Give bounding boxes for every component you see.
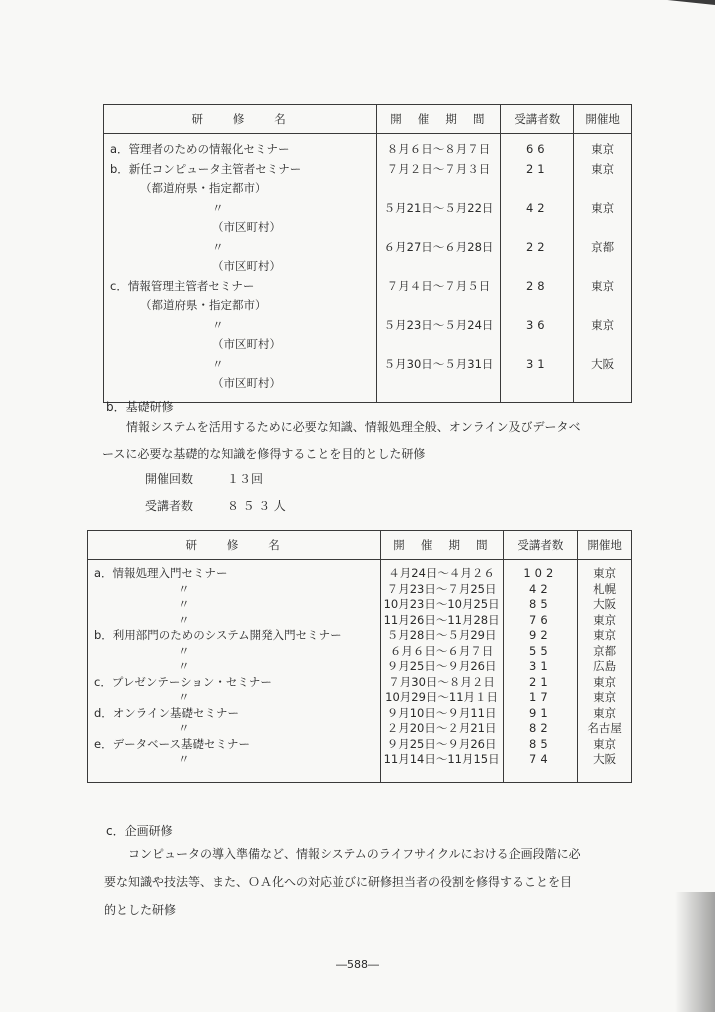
cell-line: 〃 (178, 612, 190, 627)
cell-line: 85 (529, 597, 552, 611)
sessions-label: 開催回数 (145, 472, 194, 486)
cell-line: ９月25日～９月26日 (386, 659, 497, 673)
cell-line: c．情報管理主管者セミナー (110, 278, 255, 293)
cell-line: a．情報処理入門セミナー (94, 566, 228, 580)
location-cell (574, 134, 632, 403)
cell-line: （市区町村） (212, 376, 281, 390)
cell-line: ５月21日～５月22日 (383, 200, 494, 215)
table-body-row (88, 560, 632, 783)
section-b-description (102, 414, 642, 468)
cell-line: 74 (529, 752, 552, 766)
section-c-line-2: 要な知識や技法等、また、ＯＡ化への対応並びに研修担当者の役割を修得することを目 (104, 875, 573, 889)
header-period: 開 催 期 間 (376, 105, 501, 134)
table-header-row (104, 105, 632, 134)
scan-edge-shadow (675, 892, 715, 1012)
cell-line: 11月14日～11月15日 (383, 752, 500, 766)
cell-line (574, 179, 631, 199)
cell-line: 東京 (591, 317, 615, 332)
cell-line: 東京 (593, 628, 617, 642)
cell-line: 東京 (593, 612, 617, 627)
cell-line: 55 (529, 643, 552, 658)
cell-line: 大阪 (593, 752, 617, 766)
cell-line: 大阪 (593, 597, 617, 611)
cell-line: 京都 (593, 643, 617, 658)
cell-line: ５月23日～５月24日 (383, 317, 494, 332)
cell-line (574, 296, 631, 316)
cell-line: 36 (525, 317, 549, 332)
cell-line (501, 374, 573, 394)
cell-line: 31 (529, 659, 552, 673)
cell-line: 京都 (591, 239, 615, 254)
cell-line: b．利用部門のためのシステム開発入門セミナー (94, 628, 342, 642)
cell-line: ６月27日～６月28日 (383, 239, 494, 254)
period-cell (376, 134, 501, 403)
section-c-line-3: 的とした研修 (104, 903, 177, 917)
cell-line: e．データベース基礎セミナー (94, 736, 250, 751)
cell-line: ９月25日～９月26日 (386, 736, 497, 751)
cell-line: （都道府県・指定都市） (140, 181, 267, 195)
cell-line: 東京 (593, 674, 617, 689)
section-b-line-2: ースに必要な基礎的な知識を修得することを目的とした研修 (102, 447, 426, 461)
cell-line: 42 (525, 200, 549, 215)
cell-line: 〃 (178, 721, 190, 735)
cell-line (574, 257, 631, 277)
cell-line: 〃 (178, 659, 190, 673)
cell-line (377, 218, 501, 238)
cell-line (501, 296, 573, 316)
cell-line (377, 296, 501, 316)
cell-line: ７月23日～７月25日 (386, 581, 497, 596)
attendees-cell (503, 560, 578, 783)
section-b-stats (145, 466, 289, 520)
cell-line: 〃 (212, 317, 224, 332)
header-location: 開催地 (578, 531, 632, 560)
cell-line: 22 (525, 239, 549, 254)
cell-line: ９月10日～９月11日 (386, 705, 497, 720)
cell-line (574, 335, 631, 355)
table-header-row (88, 531, 632, 560)
cell-line: 82 (529, 721, 552, 735)
course-name-cell (104, 134, 377, 403)
cell-line: （都道府県・指定都市） (140, 298, 267, 312)
cell-line (501, 218, 573, 238)
location-cell (578, 560, 632, 783)
cell-line: 東京 (593, 705, 617, 720)
cell-line: ６月６日～６月７日 (389, 643, 494, 658)
cell-line: （市区町村） (212, 337, 281, 351)
cell-line: 〃 (178, 597, 190, 611)
cell-line: 85 (529, 736, 552, 751)
cell-line: （市区町村） (212, 259, 281, 273)
cell-line (574, 374, 631, 394)
cell-line: ４月24日～４月２６ (388, 566, 495, 580)
cell-line: 11月26日～11月28日 (383, 612, 500, 627)
cell-line: 東京 (593, 690, 617, 704)
cell-line: 10月29日～11月１日 (385, 690, 499, 704)
cell-line: 〃 (178, 581, 190, 596)
cell-line: d．オンライン基礎セミナー (94, 705, 239, 720)
header-period: 開 催 期 間 (380, 531, 503, 560)
cell-line: 76 (529, 612, 552, 627)
cell-line (377, 335, 501, 355)
cell-line (377, 374, 501, 394)
cell-line: 102 (523, 566, 558, 580)
table-basic-seminars (87, 530, 632, 783)
cell-line: 21 (529, 674, 552, 689)
cell-line: 東京 (593, 736, 617, 751)
attendees-label: 受講者数 (145, 499, 194, 513)
cell-line: 〃 (212, 356, 224, 371)
cell-line: ７月４日～７月５日 (386, 278, 491, 293)
cell-line: ２月20日～２月21日 (386, 721, 497, 735)
cell-line: 名古屋 (587, 721, 622, 735)
header-location: 開催地 (574, 105, 632, 134)
cell-line: c．プレゼンテーション・セミナー (94, 674, 272, 689)
cell-line: 10月23日～10月25日 (383, 597, 500, 611)
cell-line: 〃 (212, 239, 224, 254)
cell-line: 〃 (178, 690, 190, 704)
cell-line (574, 218, 631, 238)
cell-line: 92 (529, 628, 552, 642)
cell-line (501, 257, 573, 277)
cell-line: 札幌 (593, 581, 617, 596)
cell-line: 17 (529, 690, 552, 704)
cell-line: ７月30日～８月２日 (388, 674, 495, 689)
cell-line: （市区町村） (212, 220, 281, 234)
page-number: ―588― (336, 958, 379, 971)
cell-line (501, 179, 573, 199)
period-cell (380, 560, 503, 783)
cell-line (377, 257, 501, 277)
cell-line: 〃 (178, 643, 190, 658)
cell-line: 東京 (591, 142, 615, 156)
cell-line: 広島 (593, 659, 617, 673)
cell-line: 21 (525, 161, 549, 176)
cell-line: 28 (525, 278, 549, 293)
cell-line: 91 (529, 705, 552, 720)
attendees-cell (501, 134, 574, 403)
cell-line: 東京 (591, 278, 615, 293)
cell-line: 66 (525, 142, 549, 156)
header-course-name: 研 修 名 (104, 105, 377, 134)
header-attendees: 受講者数 (501, 105, 574, 134)
header-course-name: 研 修 名 (88, 531, 381, 560)
cell-line: ８月６日～８月７日 (386, 142, 491, 156)
cell-line: 東京 (591, 200, 615, 215)
table-body-row (104, 134, 632, 403)
cell-line: 東京 (593, 566, 617, 580)
cell-line: 東京 (591, 161, 615, 176)
cell-line: ５月30日～５月31日 (383, 356, 494, 371)
section-c-heading: c．企画研修 (106, 824, 173, 838)
course-name-cell (88, 560, 381, 783)
section-b-heading: b．基礎研修 (106, 400, 174, 414)
section-c-line-1: コンピュータの導入準備など、情報システムのライフサイクルにおける企画段階に必 (128, 847, 581, 861)
section-b-line-1: 情報システムを活用するために必要な知識、情報処理全般、オンライン及びデータベ (126, 420, 581, 434)
cell-line: a．管理者のための情報化セミナー (110, 142, 290, 156)
scan-corner-mark (645, 0, 715, 35)
cell-line: ５月28日～５月29日 (386, 628, 497, 642)
cell-line (501, 335, 573, 355)
cell-line: 31 (525, 356, 549, 371)
section-c-description (104, 840, 644, 924)
attendees-value: ８５３人 (227, 499, 290, 513)
cell-line: 〃 (178, 752, 190, 766)
cell-line: 〃 (212, 200, 224, 215)
cell-line: b．新任コンピュータ主管者セミナー (110, 161, 302, 176)
header-attendees: 受講者数 (503, 531, 578, 560)
table-advanced-seminars (103, 104, 632, 403)
sessions-value: １３回 (227, 472, 264, 486)
cell-line: 42 (529, 581, 552, 596)
cell-line: 大阪 (591, 356, 615, 371)
cell-line (377, 179, 501, 199)
cell-line: ７月２日～７月３日 (386, 161, 491, 176)
